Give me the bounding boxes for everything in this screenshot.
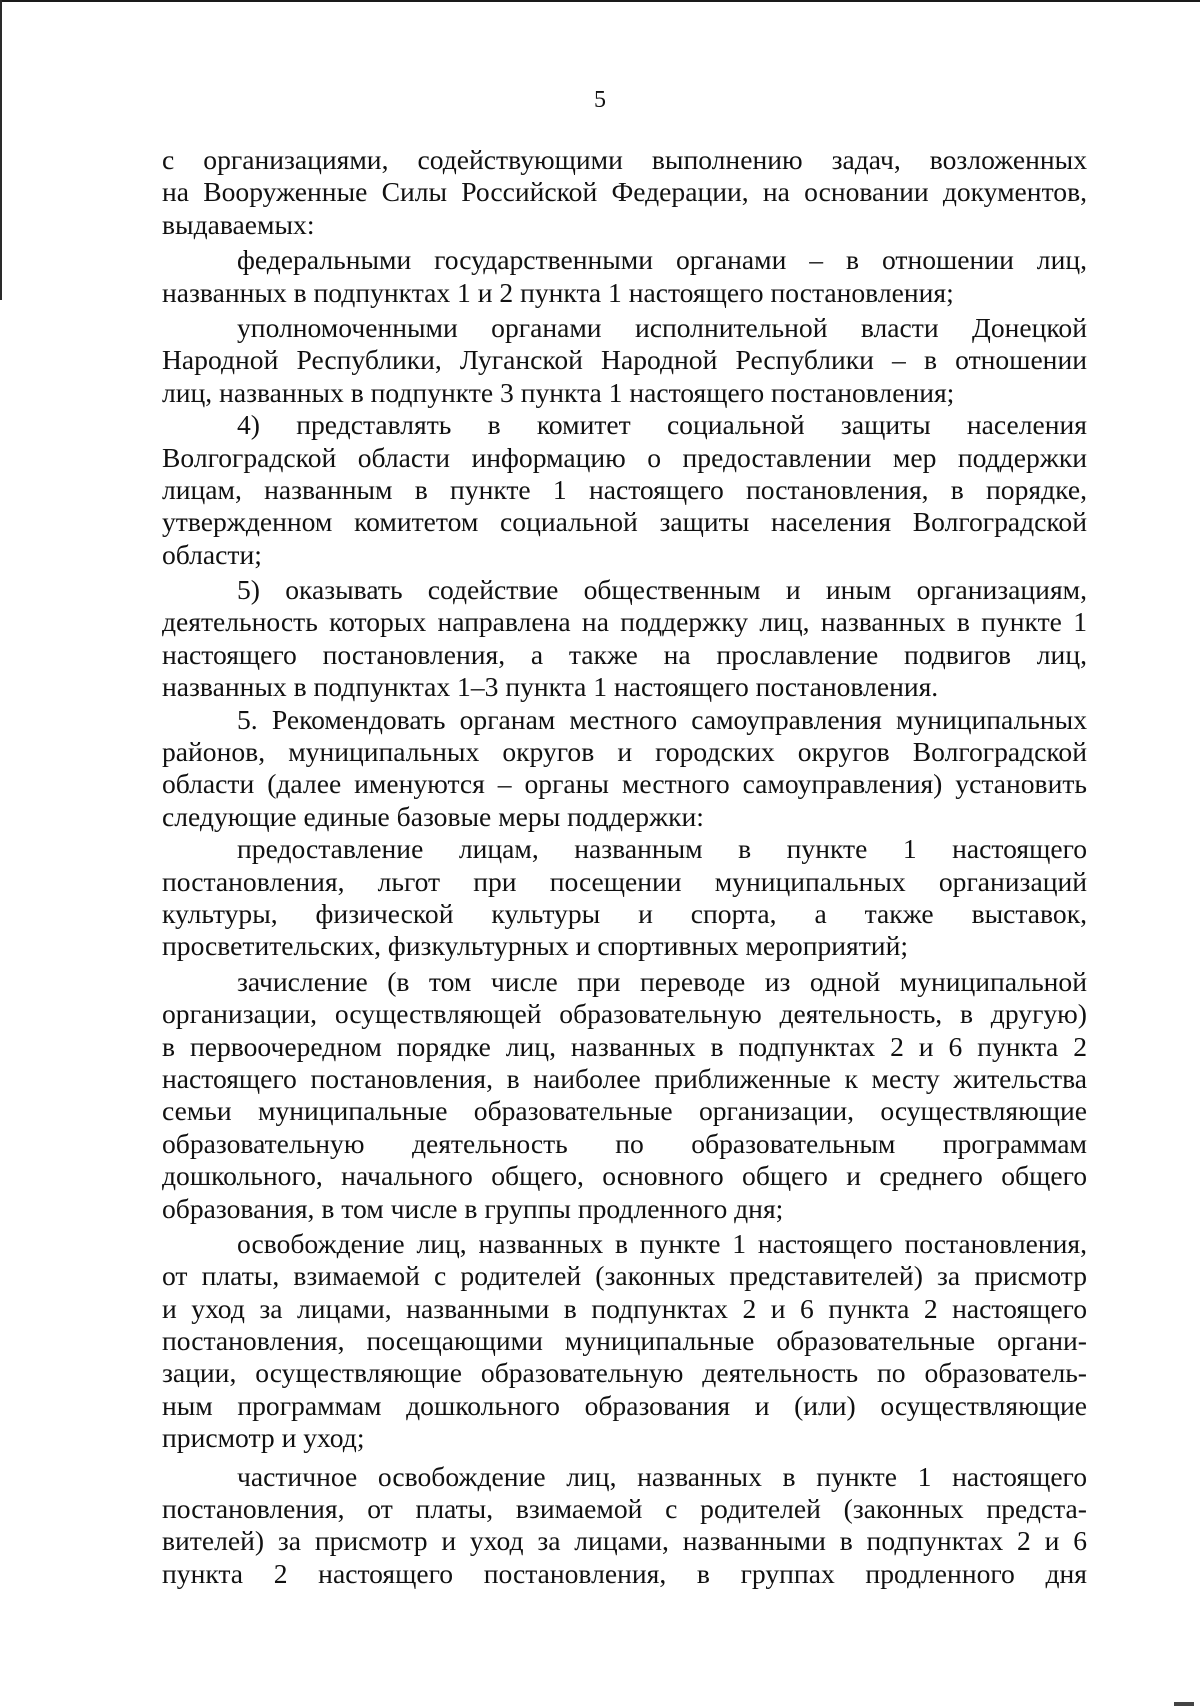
text-line: предоставление лицам, названным в пункте 1 настоящего (237, 833, 1087, 865)
text-line: постановления, посещающими муниципальные образовательные органи- (162, 1325, 1087, 1357)
text-line: 4) представлять в комитет социальной защиты населения (237, 409, 1087, 441)
text-line: районов, муниципальных округов и городских округов Волгоградской (162, 736, 1087, 768)
text-line: дошкольного, начального общего, основного общего и среднего общего (162, 1160, 1087, 1192)
scan-top-border (0, 0, 1200, 2)
document-body (162, 144, 1087, 1590)
text-line: названных в подпунктах 1 и 2 пункта 1 настоящего постановления; (162, 276, 954, 308)
scan-corner-mark (1174, 1702, 1194, 1706)
text-line: организации, осуществляющей образовательную деятельность, в другую) (162, 998, 1087, 1030)
text-line: на Вооруженные Силы Российской Федерации, на основании документов, (162, 176, 1087, 208)
text-line: области; (162, 538, 262, 570)
text-line: постановления, льгот при посещении муниципальных организаций (162, 865, 1087, 897)
text-line: ным программам дошкольного образования и (или) осуществляющие (162, 1389, 1087, 1421)
text-line: зачисление (в том числе при переводе из одной муниципальной (237, 965, 1087, 997)
page-number: 5 (594, 87, 606, 113)
text-line: вителей) за присмотр и уход за лицами, названными в подпунктах 2 и 6 (162, 1525, 1087, 1557)
text-line: с организациями, содействующими выполнению задач, возложенных (162, 144, 1087, 175)
text-line: просветительских, физкультурных и спортивных мероприятий; (162, 930, 909, 962)
text-line: образовательную деятельность по образовательным программам (162, 1127, 1087, 1159)
text-line: постановления, от платы, взимаемой с родителей (законных предста- (162, 1493, 1087, 1525)
text-line: культуры, физической культуры и спорта, а также выставок, (162, 897, 1087, 929)
text-line: присмотр и уход; (162, 1422, 365, 1454)
text-line: настоящего постановления, в наиболее приближенные к месту жительства (162, 1062, 1087, 1094)
text-line: настоящего постановления, а также на прославление подвигов лиц, (162, 638, 1087, 670)
text-line: 5) оказывать содействие общественным и иным организациям, (237, 574, 1087, 606)
scan-left-edge (0, 0, 2, 300)
text-line: семьи муниципальные образовательные организации, осуществляющие (162, 1095, 1087, 1127)
text-line: федеральными государственными органами – в отношении лиц, (237, 244, 1087, 276)
text-line: от платы, взимаемой с родителей (законных представителей) за присмотр (162, 1260, 1087, 1292)
text-line: частичное освобождение лиц, названных в пункте 1 настоящего (237, 1460, 1087, 1492)
text-line: следующие единые базовые меры поддержки: (162, 800, 704, 832)
text-line: в первоочередном порядке лиц, названных в подпунктах 2 и 6 пункта 2 (162, 1030, 1087, 1062)
text-line: лиц, названных в подпункте 3 пункта 1 настоящего постановления; (162, 376, 955, 408)
text-line: зации, осуществляющие образовательную деятельность по образователь- (162, 1357, 1087, 1389)
text-line: названных в подпунктах 1–3 пункта 1 настоящего постановления. (162, 671, 939, 703)
text-line: Волгоградской области информацию о предоставлении мер поддержки (162, 441, 1087, 473)
text-line: лицам, названным в пункте 1 настоящего постановления, в порядке, (162, 473, 1087, 505)
text-line: освобождение лиц, названных в пункте 1 настоящего постановления, (237, 1227, 1087, 1259)
text-line: Народной Республики, Луганской Народной Республики – в отношении (162, 344, 1087, 376)
text-line: и уход за лицами, названными в подпунктах 2 и 6 пункта 2 настоящего (162, 1292, 1087, 1324)
text-line: выдаваемых: (162, 208, 315, 240)
text-line: утвержденном комитетом социальной защиты населения Волгоградской (162, 506, 1087, 538)
text-line: 5. Рекомендовать органам местного самоуправления муниципальных (237, 703, 1087, 735)
text-line: образования, в том числе в группы продленного дня; (162, 1192, 784, 1224)
text-line: пункта 2 настоящего постановления, в группах продленного дня (162, 1557, 1087, 1589)
text-line: уполномоченными органами исполнительной власти Донецкой (237, 311, 1087, 343)
text-line: области (далее именуются – органы местного самоуправления) установить (162, 768, 1087, 800)
text-line: деятельность которых направлена на поддержку лиц, названных в пункте 1 (162, 606, 1087, 638)
